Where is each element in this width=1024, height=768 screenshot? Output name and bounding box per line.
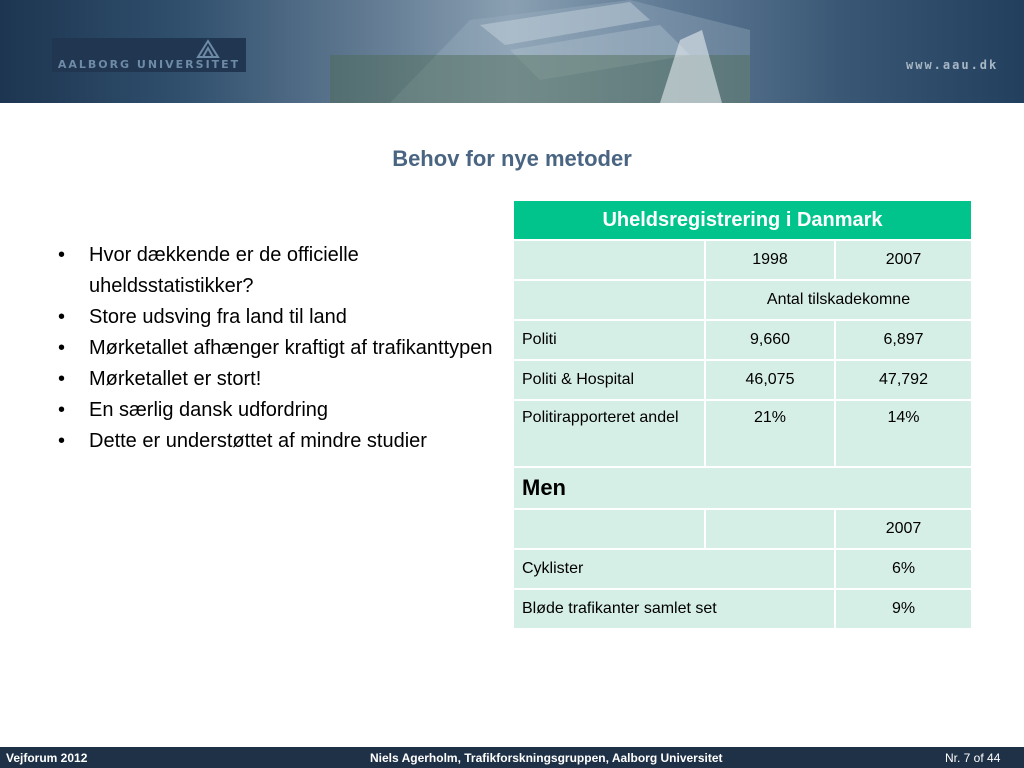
value-2007: 47,792 xyxy=(835,360,972,400)
value-2007: 6,897 xyxy=(835,320,972,360)
row-value: 9% xyxy=(835,589,972,629)
table-cell xyxy=(705,509,835,549)
building-image xyxy=(330,0,750,103)
page-number: Nr. 7 of 44 xyxy=(945,751,1001,765)
value-1998: 46,075 xyxy=(705,360,835,400)
table-cell xyxy=(513,240,705,280)
value-1998: 21% xyxy=(705,400,835,467)
header-banner xyxy=(0,0,1024,103)
bullet-item: • Store udsving fra land til land xyxy=(56,302,506,333)
bullet-item: • Hvor dækkende er de officielle uheldsstatistikker? xyxy=(56,240,506,302)
table-title: Uheldsregistrering i Danmark xyxy=(513,200,972,240)
bullet-item: • En særlig dansk udfordring xyxy=(56,395,506,426)
website-url: www.aau.dk xyxy=(906,58,999,72)
section-year-header: 2007 xyxy=(835,509,972,549)
table-header-row xyxy=(513,200,972,240)
table-row xyxy=(513,240,972,280)
row-value: 6% xyxy=(835,549,972,589)
table-cell xyxy=(513,280,705,320)
table-row xyxy=(513,467,972,509)
table-row xyxy=(513,360,972,400)
university-logo-text: AALBORG UNIVERSITET xyxy=(57,58,241,71)
table-row xyxy=(513,549,972,589)
table-row xyxy=(513,280,972,320)
row-label: Bløde trafikanter samlet set xyxy=(513,589,835,629)
section-label: Men xyxy=(513,467,972,509)
row-label: Politi & Hospital xyxy=(513,360,705,400)
bullet-item: • Mørketallet afhænger kraftigt af trafikanttypen xyxy=(56,333,506,364)
value-2007: 14% xyxy=(835,400,972,467)
row-label: Politi xyxy=(513,320,705,360)
table-row xyxy=(513,589,972,629)
slide-title: Behov for nye metoder xyxy=(392,146,632,171)
table-row xyxy=(513,400,972,467)
bullet-list xyxy=(56,240,506,457)
table-row xyxy=(513,509,972,549)
year-1998-header: 1998 xyxy=(705,240,835,280)
footer-event: Vejforum 2012 xyxy=(6,751,88,765)
bullet-item: • Mørketallet er stort! xyxy=(56,364,506,395)
bullet-item: • Dette er understøttet af mindre studier xyxy=(56,426,506,457)
year-2007-header: 2007 xyxy=(835,240,972,280)
row-label: Cyklister xyxy=(513,549,835,589)
footer-bar xyxy=(0,747,1024,768)
table-cell xyxy=(513,509,705,549)
table-row xyxy=(513,320,972,360)
university-logo-icon xyxy=(196,39,220,59)
unit-label: Antal tilskadekomne xyxy=(705,280,972,320)
footer-author: Niels Agerholm, Trafikforskningsgruppen, Aalborg Universitet xyxy=(370,751,723,765)
accident-table xyxy=(512,199,973,630)
row-label: Politirapporteret andel xyxy=(513,400,705,467)
value-1998: 9,660 xyxy=(705,320,835,360)
